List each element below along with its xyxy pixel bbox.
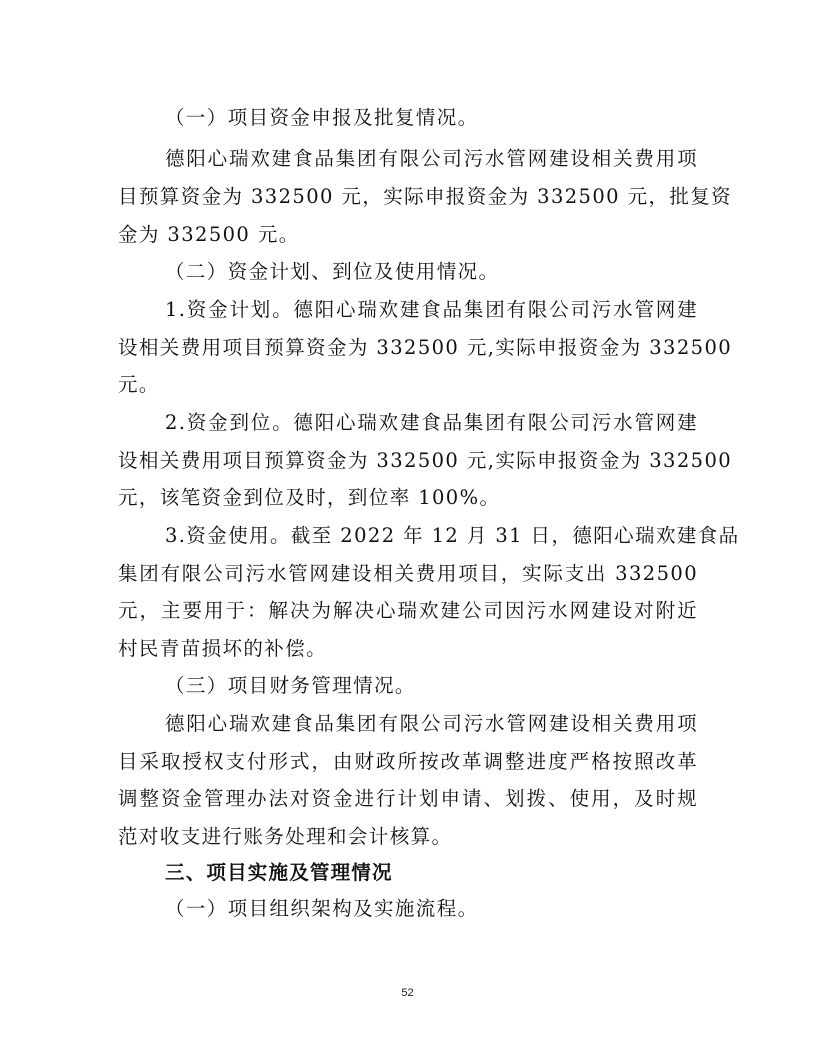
section-heading-implementation: 三、项目实施及管理情况: [165, 861, 393, 884]
page-number: 52: [401, 987, 414, 999]
paragraph-line: 元，主要用于：解决为解决心瑞欢建公司因污水网建设对附近: [118, 599, 698, 622]
paragraph-line: 村民青苗损坏的补偿。: [118, 637, 328, 660]
paragraph-line: 金为 332500 元。: [118, 223, 300, 246]
subsection-heading-financial-management: （三）项目财务管理情况。: [165, 674, 416, 697]
paragraph-line: 元。: [118, 373, 160, 396]
paragraph-line: 元，该笔资金到位及时，到位率 100%。: [118, 486, 501, 509]
subsection-heading-fund-application: （一）项目资金申报及批复情况。: [165, 106, 479, 129]
paragraph-line: 1.资金计划。德阳心瑞欢建食品集团有限公司污水管网建: [165, 298, 698, 321]
paragraph-line: 设相关费用项目预算资金为 332500 元,实际申报资金为 332500: [118, 449, 733, 472]
paragraph-line: 目预算资金为 332500 元，实际申报资金为 332500 元，批复资: [118, 185, 733, 208]
paragraph-line: 2.资金到位。德阳心瑞欢建食品集团有限公司污水管网建: [165, 411, 698, 434]
paragraph-line: 德阳心瑞欢建食品集团有限公司污水管网建设相关费用项: [165, 147, 698, 170]
subsection-heading-organization: （一）项目组织架构及实施流程。: [165, 897, 479, 920]
paragraph-line: 集团有限公司污水管网建设相关费用项目，实际支出 332500: [118, 562, 698, 585]
paragraph-line: 设相关费用项目预算资金为 332500 元,实际申报资金为 332500: [118, 336, 733, 359]
paragraph-line: 范对收支进行账务处理和会计核算。: [118, 825, 453, 848]
paragraph-line: 调整资金管理办法对资金进行计划申请、划拨、使用，及时规: [118, 787, 698, 810]
paragraph-line: 3.资金使用。截至 2022 年 12 月 31 日，德阳心瑞欢建食品: [165, 524, 740, 547]
subsection-heading-fund-plan: （二）资金计划、到位及使用情况。: [165, 260, 500, 283]
paragraph-line: 目采取授权支付形式，由财政所按改革调整进度严格按照改革: [118, 750, 698, 773]
paragraph-line: 德阳心瑞欢建食品集团有限公司污水管网建设相关费用项: [165, 712, 698, 735]
